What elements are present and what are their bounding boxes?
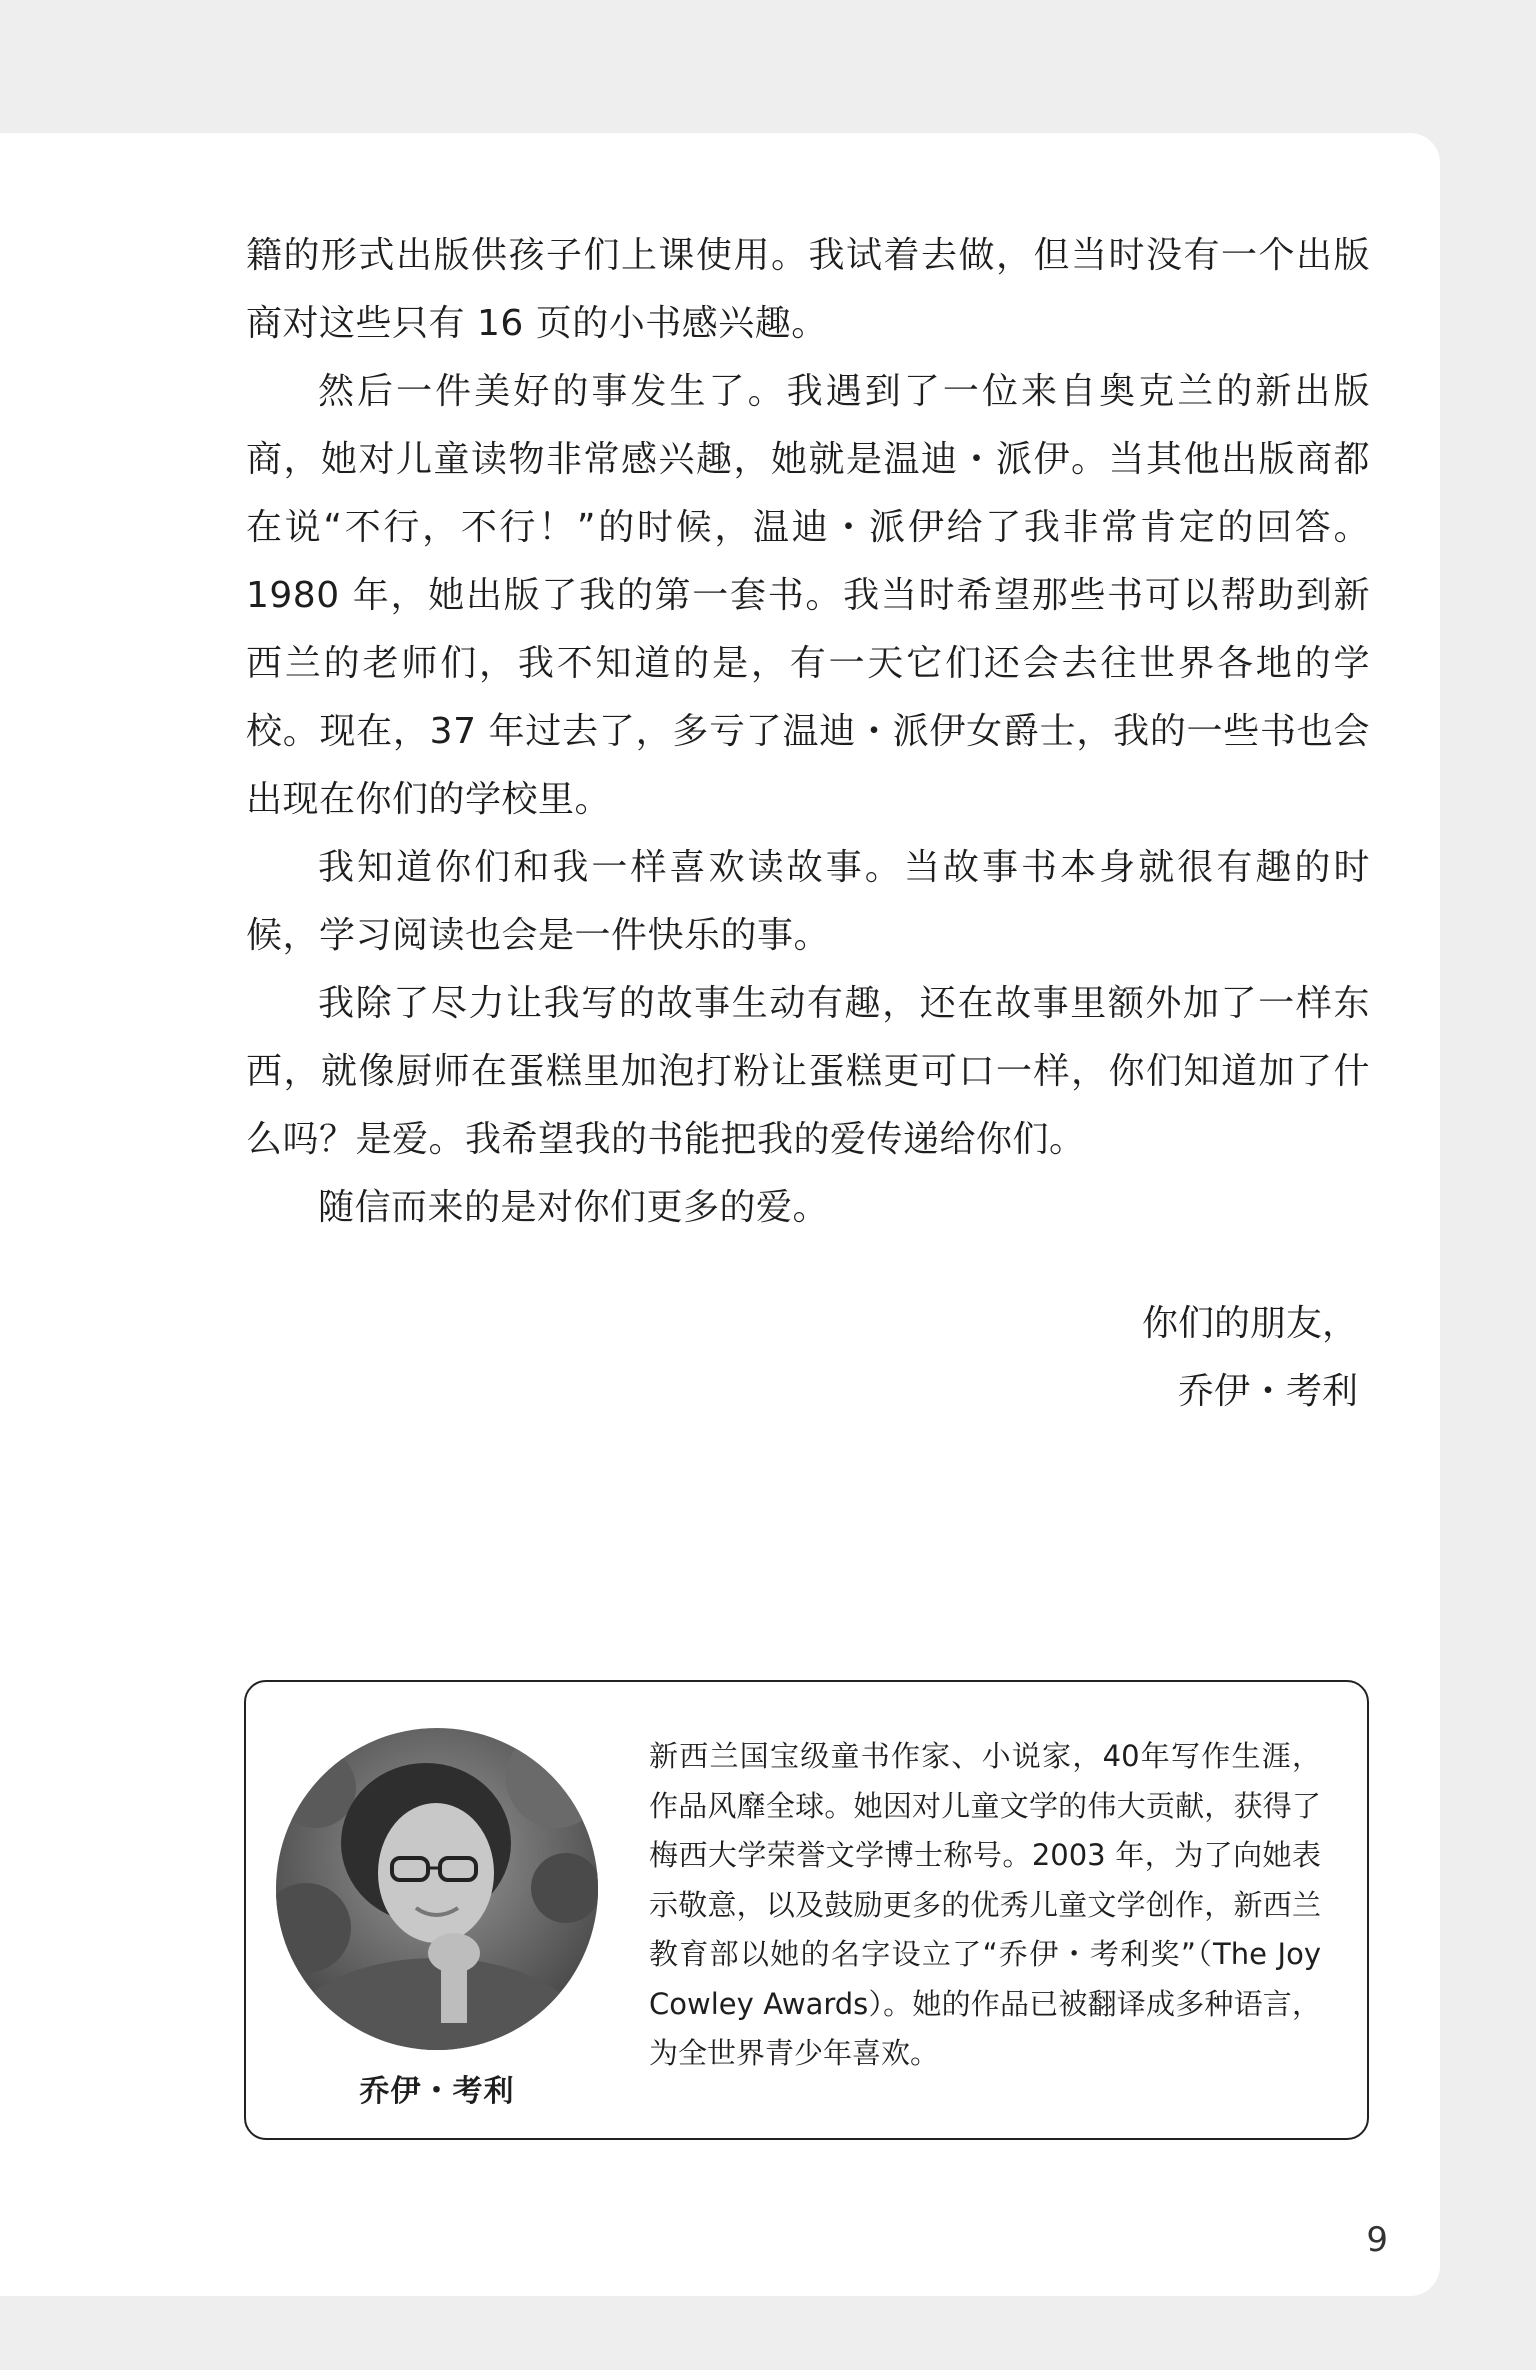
signature: 乔伊・考利 bbox=[1177, 1371, 1358, 1412]
paragraph-5: 随信而来的是对你们更多的爱。 bbox=[318, 1187, 830, 1228]
bio-text: 新西兰国宝级童书作家、小说家，40年写作生涯，作品风靡全球。她因对儿童文学的伟大贡献，获得了梅西大学荣誉文学博士称号。2003 年，为了向她表示敬意，以及鼓励更多的优秀儿童文学创作，新西兰教育部以她的名字设立了“乔伊・考利奖”（The Joy Cowley Awards）。她的作品已被翻译成多种语言，为全世界青少年喜欢。 bbox=[649, 1739, 1321, 2070]
author-photo bbox=[276, 1728, 598, 2050]
author-bio-box bbox=[244, 1680, 1369, 2140]
portrait-illustration bbox=[276, 1728, 598, 2050]
paragraph-2: 然后一件美好的事发生了。我遇到了一位来自奥克兰的新出版商，她对儿童读物非常感兴趣，她就是温迪・派伊。当其他出版商都在说“不行，不行！”的时候，温迪・派伊给了我非常肯定的回答。1980 年，她出版了我的第一套书。我当时希望那些书可以帮助到新西兰的老师们，我不知道的是，有一天它们还会去往世界各地的学校。现在，37 年过去了，多亏了温迪・派伊女爵士，我的一些书也会出现在你们的学校里。 bbox=[246, 371, 1370, 820]
photo-caption: 乔伊・考利 bbox=[359, 2074, 515, 2109]
closing-line: 你们的朋友， bbox=[1141, 1303, 1358, 1344]
paragraph-1: 籍的形式出版供孩子们上课使用。我试着去做，但当时没有一个出版商对这些只有 16 页的小书感兴趣。 bbox=[246, 235, 1370, 344]
letter-closing bbox=[246, 1290, 1358, 1426]
paragraph-3: 我知道你们和我一样喜欢读故事。当故事书本身就很有趣的时候，学习阅读也会是一件快乐的事。 bbox=[246, 847, 1370, 956]
letter-body bbox=[246, 222, 1370, 1242]
page-number: 9 bbox=[1366, 2220, 1388, 2260]
paragraph-4: 我除了尽力让我写的故事生动有趣，还在故事里额外加了一样东西，就像厨师在蛋糕里加泡打粉让蛋糕更可口一样，你们知道加了什么吗？是爱。我希望我的书能把我的爱传递给你们。 bbox=[246, 983, 1370, 1160]
